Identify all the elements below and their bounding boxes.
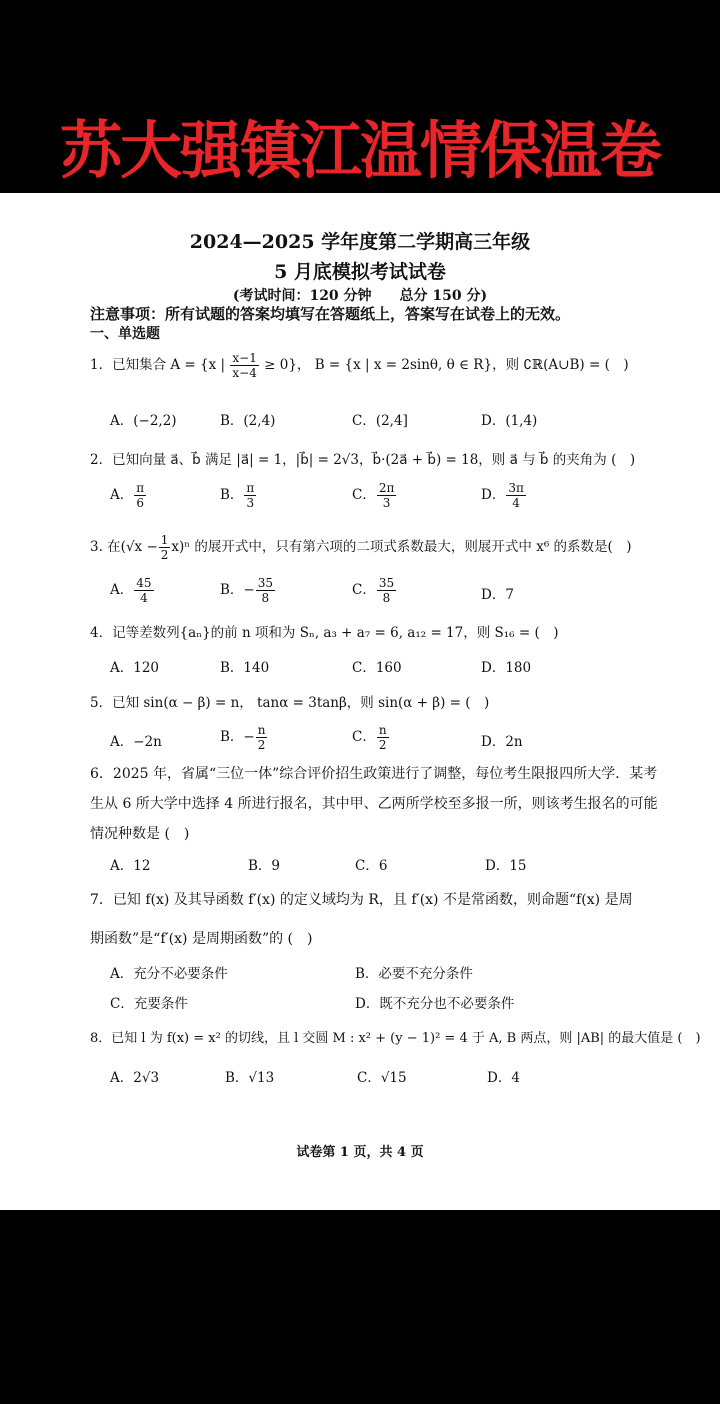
q8-option-c: C．√15 <box>357 1070 407 1086</box>
q6-option-a: A．12 <box>110 858 151 874</box>
q5-option-a: A．−2n <box>110 734 162 750</box>
q2-stem: 2．已知向量 a⃗、b⃗ 满足 |a⃗| = 1，|b⃗| = 2√3，b⃗·(2a⃗ + b⃗) = 18，则 a⃗ 与 b⃗ 的夹角为 ( ) <box>90 452 636 468</box>
q6-option-d: D．15 <box>485 858 527 874</box>
q8-option-d: D．4 <box>487 1070 520 1086</box>
exam-title-line1: 2024—2025 学年度第二学期高三年级 <box>189 231 531 253</box>
q1-stem-b: ≥ 0}， B = {x | x = 2sinθ, θ ∈ R}，则 ∁ℝ(A∪B) = ( ) <box>264 357 629 373</box>
q3-option-c: C． $\frac{35}{8}$ <box>352 576 395 605</box>
page-footer: 试卷第 1 页，共 4 页 <box>296 1145 424 1160</box>
q2-option-c: C． $\frac{2\pi}{3}$ <box>352 481 395 510</box>
q4-option-b: B．140 <box>220 660 270 676</box>
q7-option-c: C．充要条件 <box>110 996 188 1012</box>
q4-option-d: D．180 <box>481 660 532 676</box>
q1-frac-den: x−4 <box>232 366 257 380</box>
q1-frac-num: x−1 <box>232 351 257 365</box>
q6-option-c: C．6 <box>355 858 388 874</box>
q8-option-a: A．2√3 <box>110 1070 160 1086</box>
q2-option-d: D． $\frac{3\pi}{4}$ <box>481 481 524 510</box>
q1-option-c: C．(2,4] <box>352 413 408 429</box>
q6-option-b: B．9 <box>248 858 281 874</box>
exam-title-line2: 5 月底模拟考试试卷 <box>274 261 446 283</box>
q1-stem <box>90 351 629 380</box>
q4-option-a: A．120 <box>110 660 160 676</box>
q3-stem: 3. 在(√x − $\frac{1}{2}$ x)ⁿ 的展开式中，只有第六项的二项式系数最大，则展开式中 x⁶ 的系数是( ) <box>90 533 632 562</box>
q3-option-b: B．− $\frac{35}{8}$ <box>220 576 274 605</box>
q6-line3: 情况种数是 ( ) <box>90 826 190 842</box>
q7-option-a: A．充分不必要条件 <box>110 966 228 982</box>
banner <box>0 0 720 193</box>
q5-option-b: B．− $\frac{n}{2}$ <box>220 723 266 752</box>
q6-line2: 生从 6 所大学中选择 4 所进行报名，其中甲、乙两所学校至多报一所，则该考生报名的可能 <box>90 796 658 812</box>
q1-stem-a: 1．已知集合 A = {x | <box>90 357 226 373</box>
q7-option-b: B．必要不充分条件 <box>355 966 473 982</box>
q5-stem: 5．已知 sin(α − β) = n， tanα = 3tanβ，则 sin(α + β) = ( ) <box>90 695 490 711</box>
banner-title: 苏大强镇江温情保温卷 <box>59 114 660 187</box>
exam-paper <box>0 193 720 1210</box>
q5-option-d: D．2n <box>481 734 523 750</box>
q1-option-d: D．(1,4) <box>481 413 538 429</box>
q3-option-d: D．7 <box>481 587 514 603</box>
q1-option-a: A．(−2,2) <box>110 413 177 429</box>
q7-line1: 7．已知 f(x) 及其导函数 f′(x) 的定义域均为 R，且 f′(x) 不是常函数，则命题“f(x) 是周 <box>90 892 633 908</box>
q8-stem: 8．已知 l 为 f(x) = x² 的切线，且 l 交圆 M : x² + (y − 1)² = 4 于 A, B 两点，则 |AB| 的最大值是 ( ) <box>90 1031 701 1046</box>
q1-fraction <box>230 351 258 380</box>
notice: 注意事项：所有试题的答案均填写在答题纸上，答案写在试卷上的无效。 <box>90 305 571 323</box>
q3-option-a: A． $\frac{45}{4}$ <box>110 576 152 605</box>
q1-option-b: B．(2,4) <box>220 413 276 429</box>
exam-info: (考试时间：120 分钟 总分 150 分) <box>232 288 488 304</box>
q6-line1: 6．2025 年，省属“三位一体”综合评价招生政策进行了调整，每位考生限报四所大学．某考 <box>90 766 658 782</box>
q5-option-c: C． $\frac{n}{2}$ <box>352 723 387 752</box>
q4-stem: 4．记等差数列{aₙ}的前 n 项和为 Sₙ, a₃ + a₇ = 6, a₁₂ = 17，则 S₁₆ = ( ) <box>90 625 559 641</box>
q2-option-a: A． $\frac{\pi}{6}$ <box>110 481 145 510</box>
q2-option-b: B． $\frac{\pi}{3}$ <box>220 481 255 510</box>
section-title: 一、单选题 <box>90 326 160 342</box>
q4-option-c: C．160 <box>352 660 402 676</box>
q8-option-b: B．√13 <box>225 1070 275 1086</box>
q7-option-d: D．既不充分也不必要条件 <box>355 996 515 1012</box>
q7-line2: 期函数”是“f′(x) 是周期函数”的 ( ) <box>90 931 313 947</box>
